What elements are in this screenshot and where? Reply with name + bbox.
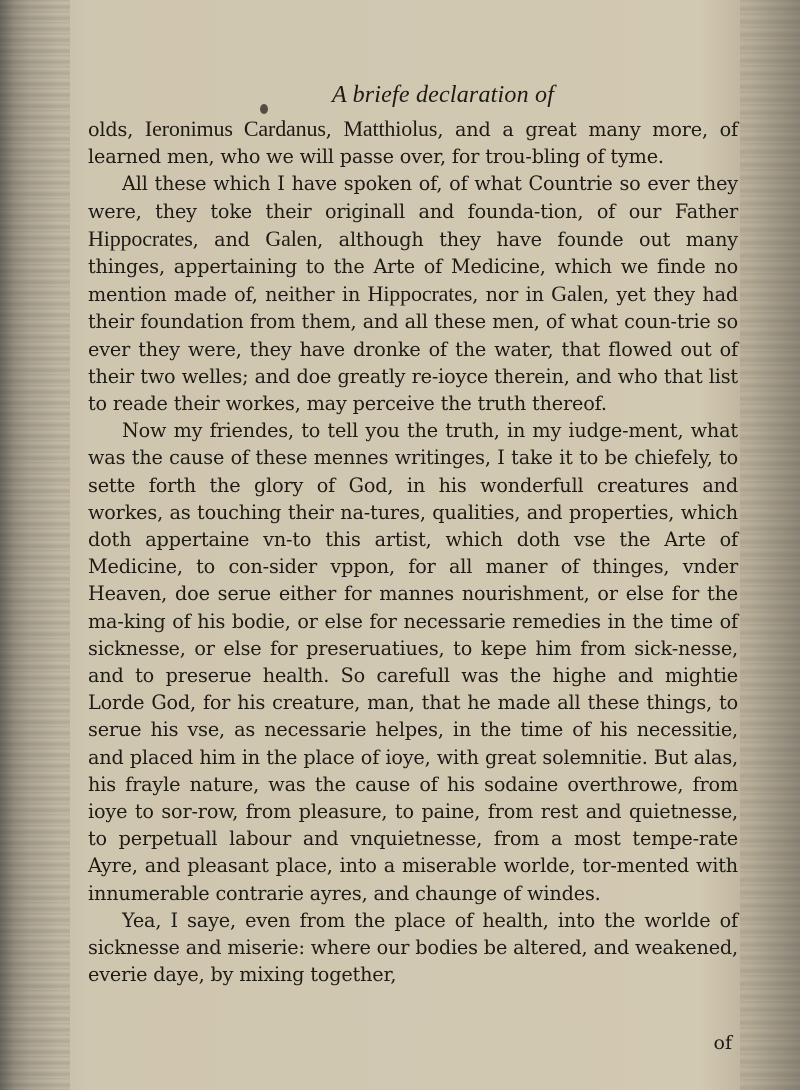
facing-page-edge-right bbox=[740, 0, 800, 1090]
body-text bbox=[88, 115, 738, 989]
blackletter-text: olds, bbox=[88, 118, 145, 141]
roman-name-text: Hippocrates bbox=[88, 225, 193, 251]
roman-name-text: Hippocrates bbox=[367, 281, 473, 307]
paragraph bbox=[88, 417, 738, 907]
running-head: A briefe declaration of bbox=[331, 82, 555, 108]
blackletter-text: , bbox=[325, 118, 344, 141]
blackletter-text: Yea, I saye, even from the place of health, into the worlde of sicknesse and miserie: where our bodies be altered, and weakened, everie daye, by mixing together, bbox=[88, 908, 738, 987]
catchword: of bbox=[713, 1032, 732, 1054]
paragraph bbox=[88, 907, 738, 989]
roman-name-text: Matthiolus bbox=[343, 116, 438, 141]
blackletter-text: , and a great many more, of learned men, who we will passe over, for trou-bling of tyme. bbox=[88, 118, 738, 169]
facing-page-edge-left bbox=[0, 0, 70, 1090]
roman-name-text: Galen bbox=[551, 281, 604, 307]
blackletter-text: All these which I have spoken of, of what Countrie so ever they were, they toke their originall and founda-tion, of our Father bbox=[88, 172, 738, 223]
blackletter-text: , and bbox=[192, 227, 266, 251]
blackletter-text: Now my friendes, to tell you the truth, in my iudge-ment, what was the cause of these mennes writinges, I take it to be chiefely, to sette forth the glory of God, in his wonderfull creatures and workes, as touching their na-tures, qualities, and properties, which doth appertaine vn-to this artist, which doth vse the Arte of Medicine, to con-sider vppon, for all maner of thinges, vnder Heaven, doe serue either for mannes nourishment, or else for the ma-king of his bodie, or else for necessarie remedies in the time of sicknesse, or else for preseruatiues, to kepe him from sick-nesse, and to preserue health. So carefull was the highe and mightie Lorde God, for his creature, man, that he made all these things, to serue his vse, as necessarie helpes, in the time of his necessitie, and placed him in the place of ioye, with great solemnitie. But alas, his frayle nature, was the cause of his sodaine overthrowe, from ioye to sor-row, from pleasure, to paine, from rest and quietnesse, to perpetuall labour and vnquietnesse, from a most tempe-rate Ayre, and pleasant place, into a miserable worlde, tor-mented with innumerable contrarie ayres, and chaunge of windes. bbox=[88, 419, 738, 905]
book-page bbox=[88, 60, 738, 1060]
blackletter-text: , although they have founde out many thinges, appertaining to the Arte of Medicine, which we finde no mention made of, neither in bbox=[88, 227, 738, 307]
roman-name-text: Galen bbox=[265, 225, 318, 251]
paragraph bbox=[88, 115, 738, 170]
paragraph bbox=[88, 170, 738, 417]
blackletter-text: , yet they had their foundation from them, and all these men, of what coun-trie so ever they were, they have dronke of the water, that flowed out of their two welles; and doe greatly re-ioyce therein, and who that list to reade their workes, may perceive the truth thereof. bbox=[88, 283, 738, 416]
blackletter-text: , nor in bbox=[472, 283, 552, 307]
ink-blot bbox=[260, 104, 268, 114]
roman-name-text: Ieronimus Cardanus bbox=[144, 116, 326, 141]
